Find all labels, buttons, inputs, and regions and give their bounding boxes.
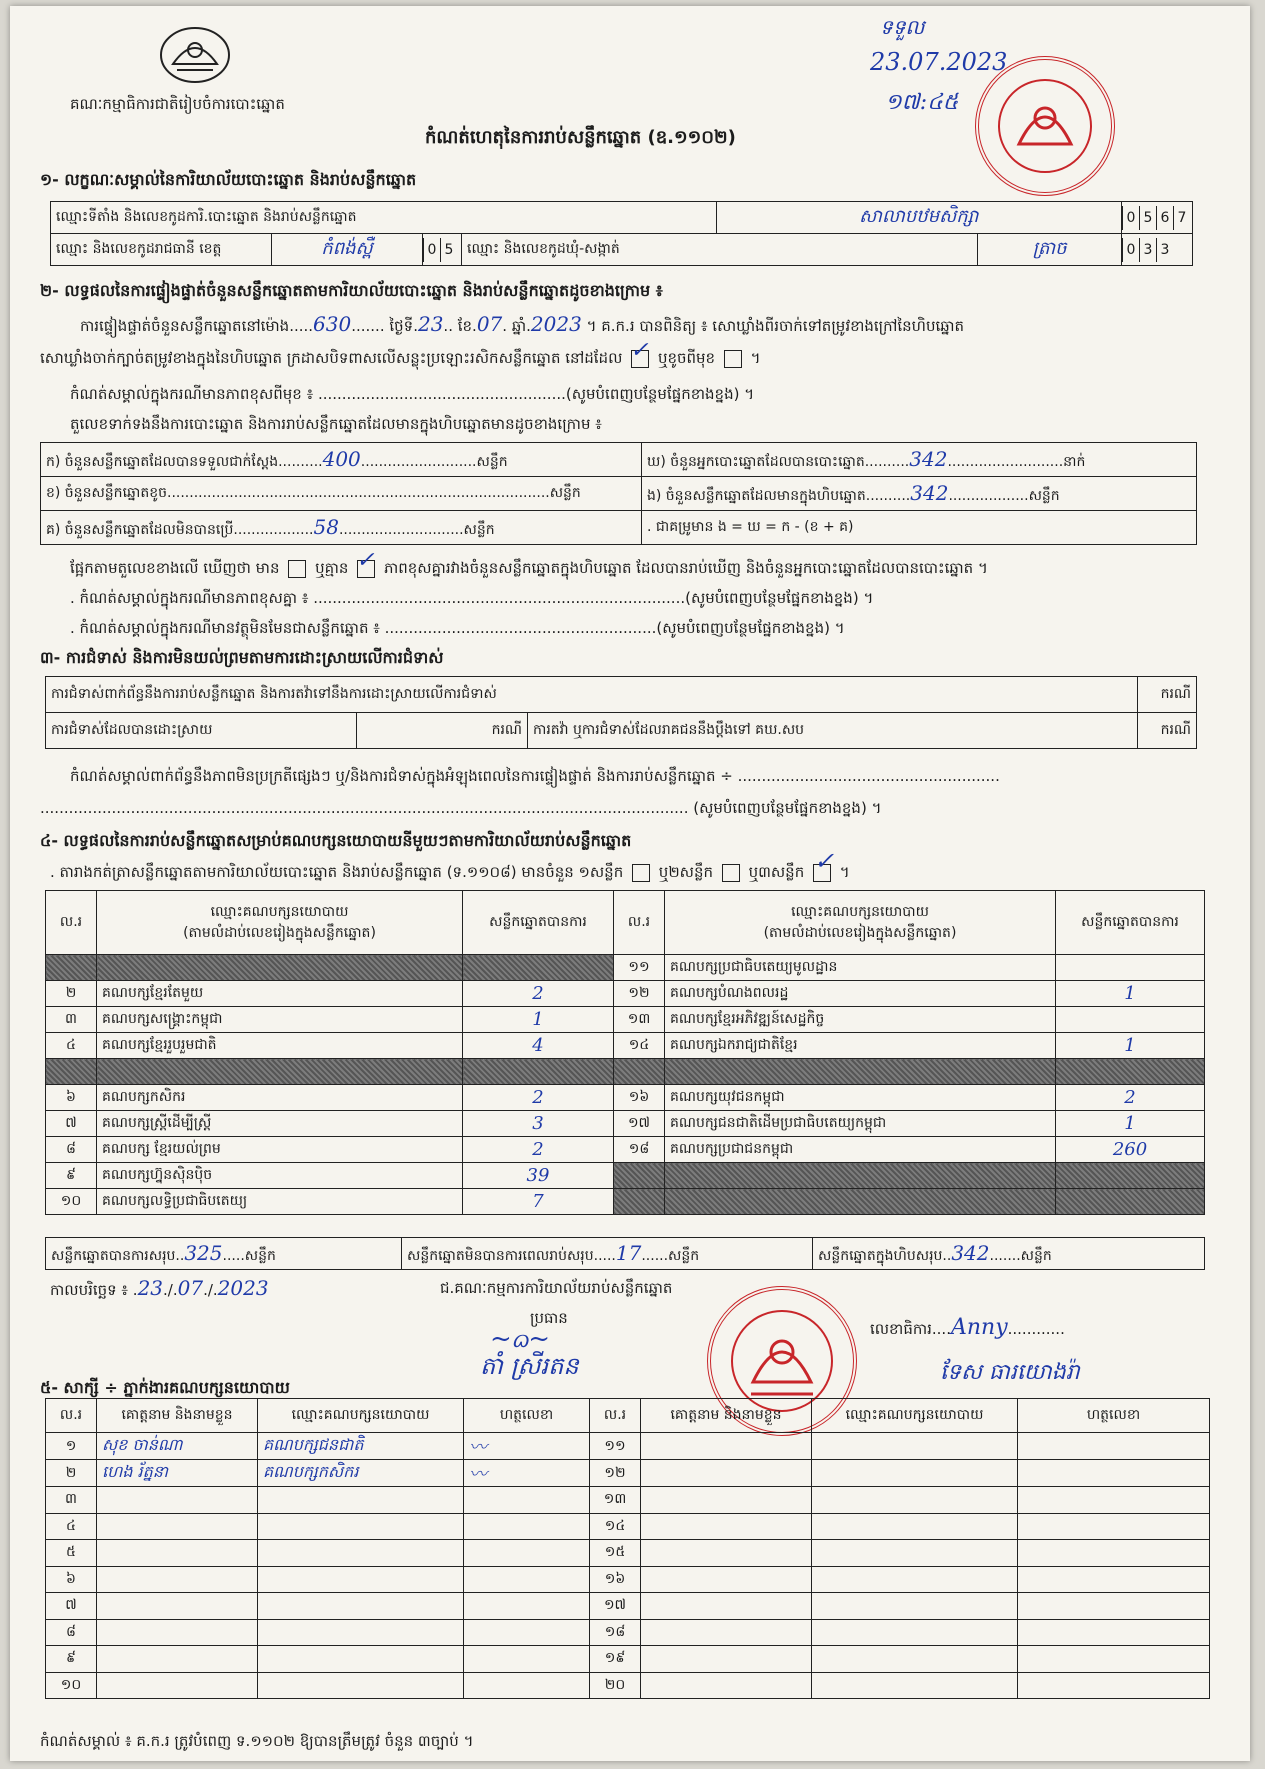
witness-name-left: ហេង រ័ត្ននា	[97, 1460, 258, 1487]
two-sheet-checkbox[interactable]	[722, 864, 740, 882]
difference-remark: . កំណត់សម្គាល់ក្នុងករណីមានភាពខុសគ្នា ៖ ..............................................................................(សូមបំពេញបន្ថែមផ្នែកខាងខ្នង) ។	[70, 589, 874, 607]
tally-sheets: . តារាងកត់ត្រាសន្លឹកឆ្នោតតាមការិយាល័យបោះឆ្នោត និងរាប់សន្លឹកឆ្នោត (ទ.១១០៨) មានចំនួន ១សន្លឹក ឬ២សន្លឹក ឬ៣សន្លឹក ✓ ។	[50, 846, 850, 881]
section3-heading: ៣- ការជំទាស់ និងការមិនយល់ព្រមតាមការដោះស្រាយលើការជំទាស់	[40, 648, 444, 667]
col-party-right: ឈ្មោះគណបក្សនយោបាយ (តាមលំដាប់លេខរៀងក្នុងសន្លឹកឆ្នោត)	[665, 891, 1056, 955]
party-no-left: ៤	[46, 1033, 97, 1059]
section2-heading: ២- លទ្ធផលនៃការផ្ទៀងផ្ទាត់ចំនួនសន្លឹកឆ្នោតតាមការិយាល័យបោះឆ្នោត និងរាប់សន្លឹកឆ្នោតដូចខាងក្រោម ៖	[40, 281, 663, 300]
table-row	[46, 981, 1205, 1007]
report-date-year: 2023	[217, 1276, 269, 1300]
witness-signature-left	[464, 1619, 590, 1646]
section1-heading: ១- លក្ខណៈសម្គាល់នៃការិយាល័យបោះឆ្នោត និងរាប់សន្លឹកឆ្នោត	[40, 170, 417, 189]
chair-label: ប្រធាន	[530, 1309, 568, 1327]
party-votes-left: 3	[463, 1111, 614, 1137]
irregularity-note: កំណត់សម្គាល់ពាក់ព័ន្ធនឹងភាពមិនប្រក្រតីផ្សេងៗ ឬ/និងការជំទាស់ក្នុងអំឡុងពេលនៃការផ្ទៀងផ្ទាត់ និងការរាប់សន្លឹកឆ្នោត ÷ .......................................................	[70, 767, 1000, 785]
section4-heading: ៤- លទ្ធផលនៃការរាប់សន្លឹកឆ្នោតសម្រាប់គណបក្សនយោបាយនីមួយៗតាមការិយាល័យរាប់សន្លឹកឆ្នោត	[40, 831, 632, 850]
witness-party-left	[258, 1566, 464, 1593]
figure-a-value: 400	[322, 446, 361, 471]
total-valid-value: 325	[184, 1240, 223, 1265]
party-name-right: គណបក្សជនជាតិដើមប្រជាធិបតេយ្យកម្ពុជា	[665, 1111, 1056, 1137]
witness-name-left	[97, 1672, 258, 1699]
witness-party-right	[812, 1460, 1018, 1487]
witness-no-left: ៧	[46, 1593, 97, 1620]
table-row	[46, 955, 1205, 981]
party-name-left: គណបក្សខ្មែរតែមួយ	[97, 981, 463, 1007]
figure-e: ង) ចំនួនសន្លឹកឆ្នោតដែលមានក្នុងហិបឆ្នោត..........342..................សន្លឹក	[642, 477, 1197, 511]
totals-table	[45, 1237, 1205, 1270]
party-no-right: ១៦	[614, 1085, 665, 1111]
table-row	[46, 1033, 1205, 1059]
witness-name-left	[97, 1566, 258, 1593]
commune-name: ត្រាច	[978, 234, 1122, 266]
party-no-left: ៣	[46, 1007, 97, 1033]
station-name: សាលាបឋមសិក្សា	[716, 202, 1121, 234]
witness-name-right	[641, 1487, 812, 1514]
witness-signature-left	[464, 1672, 590, 1699]
witness-signature-left	[464, 1646, 590, 1673]
party-name-right	[665, 1163, 1056, 1189]
witness-party-right	[812, 1513, 1018, 1540]
party-name-left: គណបក្សកសិករ	[97, 1085, 463, 1111]
table-row	[46, 1566, 1210, 1593]
witness-signature-right	[1018, 1460, 1210, 1487]
witness-signature-left: 〰	[464, 1460, 590, 1487]
witness-name-right	[641, 1540, 812, 1567]
total-box-value: 342	[951, 1240, 990, 1265]
witness-signature-right	[1018, 1433, 1210, 1460]
witness-no-left: ១	[46, 1433, 97, 1460]
wcol-sign-right: ហត្ថលេខា	[1018, 1399, 1210, 1433]
witness-party-right	[812, 1540, 1018, 1567]
witness-name-right	[641, 1672, 812, 1699]
table-row	[46, 1540, 1210, 1567]
col-no-left: ល.រ	[46, 891, 97, 955]
one-sheet-checkbox[interactable]	[632, 864, 650, 882]
party-no-left: ២	[46, 981, 97, 1007]
party-votes-right: 1	[1056, 981, 1205, 1007]
commune-code: 0 3 3	[1122, 234, 1193, 266]
witness-no-right: ១៧	[590, 1593, 641, 1620]
witness-party-left: គណបក្សជនជាតិ	[258, 1433, 464, 1460]
party-votes-left: 2	[463, 1137, 614, 1163]
party-no-right	[614, 1163, 665, 1189]
witness-party-left	[258, 1540, 464, 1567]
witness-party-right	[812, 1672, 1018, 1699]
col-votes-left: សន្លឹកឆ្នោតបានការ	[463, 891, 614, 955]
witness-signature-right	[1018, 1672, 1210, 1699]
commune-label: ឈ្មោះ និងលេខកូដឃុំ-សង្កាត់	[462, 234, 978, 266]
party-no-left: ៩	[46, 1163, 97, 1189]
report-date-day: 23	[137, 1276, 164, 1300]
party-votes-left: 2	[463, 1085, 614, 1111]
party-no-left	[46, 955, 97, 981]
witness-signature-left	[464, 1593, 590, 1620]
irregularity-note-cont: ........................................................................................................................................ (សូមបំពេញបន្ថែមផ្នែកខាងខ្នង) ។	[40, 799, 882, 817]
witness-name-left	[97, 1540, 258, 1567]
party-votes-right: 260	[1056, 1137, 1205, 1163]
province-name: កំពង់ស្ពឺ	[272, 234, 423, 266]
wcol-name-right: គោត្តនាម និងនាមខ្លួន	[641, 1399, 812, 1433]
table-row	[46, 1189, 1205, 1215]
figure-c: គ) ចំនួនសន្លឹកឆ្នោតដែលមិនបានប្រើ..................58............................សន្លឹក	[41, 511, 642, 545]
party-votes-right	[1056, 1059, 1205, 1085]
document-page	[10, 6, 1250, 1761]
witness-name-left	[97, 1646, 258, 1673]
party-votes-left: 39	[463, 1163, 614, 1189]
figure-a: ក) ចំនួនសន្លឹកឆ្នោតដែលបានទទួលជាក់ស្តែង..........400..........................សន្លឹក	[41, 443, 642, 477]
party-name-left: គណបក្សស្ត្រីដើម្បីស្ត្រី	[97, 1111, 463, 1137]
party-name-left	[97, 1059, 463, 1085]
party-votes-right	[1056, 1007, 1205, 1033]
party-name-right: គណបក្សប្រជាធិបតេយ្យមូលដ្ឋាន	[665, 955, 1056, 981]
party-votes-left: 2	[463, 981, 614, 1007]
witness-name-right	[641, 1593, 812, 1620]
table-row	[46, 1460, 1210, 1487]
witness-party-left	[258, 1513, 464, 1540]
witness-name-right	[641, 1513, 812, 1540]
witness-no-right: ១៣	[590, 1487, 641, 1514]
has-difference-checkbox[interactable]	[288, 560, 306, 578]
witness-party-right	[812, 1566, 1018, 1593]
party-votes-right: 1	[1056, 1111, 1205, 1137]
witness-signature-left	[464, 1487, 590, 1514]
witness-no-left: ៨	[46, 1619, 97, 1646]
table-row	[46, 1007, 1205, 1033]
objection-appealed-unit: ករណី	[1138, 713, 1197, 749]
party-no-left	[46, 1059, 97, 1085]
witness-no-right: ១២	[590, 1460, 641, 1487]
total-valid: សន្លឹកឆ្នោតបានការសរុប..325.....សន្លឹក	[46, 1238, 402, 1270]
section5-heading: ៥- សាក្សី ÷ ភ្នាក់ងារគណបក្សនយោបាយ	[40, 1378, 290, 1397]
party-votes-left: 7	[463, 1189, 614, 1215]
party-name-left	[97, 955, 463, 981]
witness-name-left	[97, 1513, 258, 1540]
party-no-right: ១៤	[614, 1033, 665, 1059]
secretary-label: លេខាធិការ....Anny............	[870, 1315, 1065, 1340]
party-votes-left	[463, 955, 614, 981]
witness-signature-right	[1018, 1619, 1210, 1646]
total-invalid: សន្លឹកឆ្នោតមិនបានការពេលរាប់សរុប.....17......សន្លឹក	[402, 1238, 813, 1270]
table-row	[46, 1487, 1210, 1514]
witness-no-left: ៩	[46, 1646, 97, 1673]
table-row	[46, 1513, 1210, 1540]
witness-name-left	[97, 1619, 258, 1646]
party-name-right	[665, 1189, 1056, 1215]
party-name-left: គណបក្សហ្វ៊ុនស៊ិនប៉ិច	[97, 1163, 463, 1189]
chair-name: តាំ ស្រីរតន	[480, 1352, 579, 1380]
station-code: 0 5 6 7	[1122, 202, 1193, 234]
witness-no-right: ១៩	[590, 1646, 641, 1673]
wcol-no-right: ល.រ	[590, 1399, 641, 1433]
witness-party-right	[812, 1646, 1018, 1673]
witness-no-left: ២	[46, 1460, 97, 1487]
witness-signature-right	[1018, 1646, 1210, 1673]
verification-time: 630	[313, 312, 352, 336]
no-difference-checkbox[interactable]: ✓	[357, 560, 375, 578]
party-name-right: គណបក្សបំណងពលរដ្ឋ	[665, 981, 1056, 1007]
party-votes-right: 1	[1056, 1033, 1205, 1059]
received-date: 23.07.2023	[870, 48, 1008, 76]
table-row	[46, 1163, 1205, 1189]
intact-checkbox[interactable]: ✓	[631, 350, 649, 368]
col-party-left: ឈ្មោះគណបក្សនយោបាយ (តាមលំដាប់លេខរៀងក្នុងសន្លឹកឆ្នោត)	[97, 891, 463, 955]
witness-signature-left	[464, 1540, 590, 1567]
witness-signature-right	[1018, 1566, 1210, 1593]
difference-note: កំណត់សម្គាល់ក្នុងករណីមានភាពខុសពីមុខ ៖ ....................................................(សូមបំពេញបន្ថែមផ្នែកខាងខ្នង) ។	[70, 385, 755, 403]
witness-no-right: ១៤	[590, 1513, 641, 1540]
table-row	[46, 1672, 1210, 1699]
witness-party-left	[258, 1646, 464, 1673]
org-name: គណៈកម្មាធិការជាតិរៀបចំការបោះឆ្នោត	[70, 95, 285, 113]
party-name-left: គណបក្សខ្មែររួបរួមជាតិ	[97, 1033, 463, 1059]
station-table	[50, 201, 1193, 266]
witness-name-left: សុខ ចាន់ណា	[97, 1433, 258, 1460]
figure-e-value: 342	[910, 480, 949, 505]
wcol-sign-left: ហត្ថលេខា	[464, 1399, 590, 1433]
party-no-right: ១៧	[614, 1111, 665, 1137]
chair-signature: ~ᦒ~	[490, 1324, 550, 1354]
party-name-left: គណបក្សសង្គ្រោះកម្ពុជា	[97, 1007, 463, 1033]
witness-party-right	[812, 1593, 1018, 1620]
witness-no-right: ១៥	[590, 1540, 641, 1567]
col-votes-right: សន្លឹកឆ្នោតបានការ	[1056, 891, 1205, 955]
party-name-left: គណបក្សលទ្ធិប្រជាធិបតេយ្យ	[97, 1189, 463, 1215]
party-votes-left	[463, 1059, 614, 1085]
secretary-name: ទែស ធារយោងរ៉ា	[940, 1360, 1080, 1385]
witness-party-right	[812, 1487, 1018, 1514]
witness-party-left	[258, 1672, 464, 1699]
witness-no-left: ៣	[46, 1487, 97, 1514]
table-row	[46, 1111, 1205, 1137]
witness-no-right: ២០	[590, 1672, 641, 1699]
objection-resolved: ការជំទាស់ដែលបានដោះស្រាយ	[46, 713, 357, 749]
party-no-left: ៨	[46, 1137, 97, 1163]
figure-b: ខ) ចំនួនសន្លឹកឆ្នោតខូច......................................................................................សន្លឹក	[41, 477, 642, 511]
total-box: សន្លឹកឆ្នោតក្នុងហិបសរុប..342.......សន្លឹក	[813, 1238, 1205, 1270]
party-no-left: ១០	[46, 1189, 97, 1215]
witness-no-right: ១១	[590, 1433, 641, 1460]
table-row	[46, 1059, 1205, 1085]
committee-label: ជ.គណៈកម្មការការិយាល័យរាប់សន្លឹកឆ្នោត	[440, 1279, 673, 1297]
witness-name-right	[641, 1433, 812, 1460]
received-note: ទទួល	[880, 15, 925, 39]
witness-party-left	[258, 1619, 464, 1646]
witness-party-left	[258, 1593, 464, 1620]
witness-signature-left: 〰	[464, 1433, 590, 1460]
verification-line-2: សោឃ្លាំងចាក់ក្បាច់តម្រូវខាងក្នុងនៃហិបឆ្នោត ក្រដាសបិទពាសលើសន្លុះប្រឡោះរសិកសន្លឹកឆ្នោត នៅដដែល ✓ ឬខូចពីមុខ ។	[40, 337, 761, 367]
party-no-left: ៧	[46, 1111, 97, 1137]
report-date: កាលបរិច្ឆេទ ៖ .23./.07./.2023	[50, 1276, 269, 1300]
witness-party-left	[258, 1487, 464, 1514]
witness-name-left	[97, 1593, 258, 1620]
formula: . ជាគម្រូមាន ង = ឃ = ក - (ខ + គ)	[642, 511, 1197, 545]
objection-total: ការជំទាស់ពាក់ព័ន្ធនឹងការរាប់សន្លឹកឆ្នោត និងការតវ៉ាទៅនឹងការដោះស្រាយលើការជំទាស់	[46, 677, 1138, 713]
witness-name-right	[641, 1566, 812, 1593]
objection-total-unit: ករណី	[1138, 677, 1197, 713]
figure-c-value: 58	[313, 514, 339, 539]
objection-table	[45, 676, 1197, 749]
party-name-right: គណបក្សយុវជនកម្ពុជា	[665, 1085, 1056, 1111]
witness-signature-right	[1018, 1540, 1210, 1567]
objection-appealed: ការតវ៉ា ឬការជំទាស់ដែលរាគជននឹងប្តឹងទៅ គឃ.សប	[528, 713, 1138, 749]
table-row	[46, 1646, 1210, 1673]
party-no-right: ១៨	[614, 1137, 665, 1163]
nec-emblem-icon	[155, 24, 235, 86]
figure-d-value: 342	[909, 446, 948, 471]
province-label: ឈ្មោះ និងលេខកូដរាជធានី ខេត្ត	[51, 234, 272, 266]
witness-name-right	[641, 1619, 812, 1646]
party-name-right: គណបក្សឯករាជ្យជាតិខ្មែរ	[665, 1033, 1056, 1059]
witness-signature-right	[1018, 1487, 1210, 1514]
damaged-checkbox[interactable]	[724, 350, 742, 368]
wcol-no-left: ល.រ	[46, 1399, 97, 1433]
station-label: ឈ្មោះទីតាំង និងលេខកូដការិ.បោះឆ្នោត និងរាប់សន្លឹកឆ្នោត	[51, 202, 717, 234]
party-name-right	[665, 1059, 1056, 1085]
party-votes-right	[1056, 1163, 1205, 1189]
party-votes-right	[1056, 955, 1205, 981]
witness-no-right: ១៦	[590, 1566, 641, 1593]
table-row	[46, 1137, 1205, 1163]
party-results-table	[45, 890, 1205, 1215]
party-no-right	[614, 1059, 665, 1085]
party-name-left: គណបក្ស ខ្មែរយល់ព្រម	[97, 1137, 463, 1163]
witness-no-right: ១៨	[590, 1619, 641, 1646]
party-votes-left: 4	[463, 1033, 614, 1059]
party-no-left: ៦	[46, 1085, 97, 1111]
province-code: 0 5	[423, 234, 462, 266]
wcol-name-left: គោត្តនាម និងនាមខ្លួន	[97, 1399, 258, 1433]
party-votes-left: 1	[463, 1007, 614, 1033]
witness-no-left: ៥	[46, 1540, 97, 1567]
objection-resolved-unit: ករណី	[357, 713, 528, 749]
col-no-right: ល.រ	[614, 891, 665, 955]
party-no-right: ១១	[614, 955, 665, 981]
party-name-right: គណបក្សប្រជាជនកម្ពុជា	[665, 1137, 1056, 1163]
wcol-party-left: ឈ្មោះគណបក្សនយោបាយ	[258, 1399, 464, 1433]
party-votes-right: 2	[1056, 1085, 1205, 1111]
party-no-right: ១២	[614, 981, 665, 1007]
party-no-right	[614, 1189, 665, 1215]
witness-signature-left	[464, 1513, 590, 1540]
verification-year: 2023	[530, 312, 582, 336]
official-stamp-top	[975, 56, 1115, 196]
witness-table	[45, 1398, 1210, 1699]
footer-note: កំណត់សម្គាល់ ៖ គ.ក.រ ត្រូវបំពេញ ទ.១១០២ ឱ្យបានត្រឹមត្រូវ ចំនួន ៣ច្បាប់ ។	[40, 1732, 474, 1750]
witness-name-right	[641, 1646, 812, 1673]
witness-no-left: ១០	[46, 1672, 97, 1699]
non-ballot-remark: . កំណត់សម្គាល់ក្នុងករណីមានវត្ថុមិនមែនជាសន្លឹកឆ្នោត ៖ .........................................................(សូមបំពេញបន្ថែមផ្នែកខាងខ្នង) ។	[70, 619, 845, 637]
witness-signature-right	[1018, 1593, 1210, 1620]
table-row	[46, 1593, 1210, 1620]
witness-party-right	[812, 1433, 1018, 1460]
witness-signature-right	[1018, 1513, 1210, 1540]
witness-name-left	[97, 1487, 258, 1514]
verification-day: 23	[417, 312, 444, 336]
table-row	[46, 1085, 1205, 1111]
witness-signature-left	[464, 1566, 590, 1593]
figure-d: ឃ) ចំនួនអ្នកបោះឆ្នោតដែលបានបោះឆ្នោត..........342..........................នាក់	[642, 443, 1197, 477]
witness-no-left: ៤	[46, 1513, 97, 1540]
verification-month: 07	[476, 312, 503, 336]
received-time: ១៧:៤៥	[885, 90, 959, 115]
total-invalid-value: 17	[615, 1240, 642, 1265]
report-date-month: 07	[177, 1276, 204, 1300]
party-votes-right	[1056, 1189, 1205, 1215]
table-row	[46, 1619, 1210, 1646]
party-name-right: គណបក្សខ្មែរអភិវឌ្ឍន៍សេដ្ឋកិច្ច	[665, 1007, 1056, 1033]
wcol-party-right: ឈ្មោះគណបក្សនយោបាយ	[812, 1399, 1018, 1433]
witness-name-right	[641, 1460, 812, 1487]
witness-party-left: គណបក្សកសិករ	[258, 1460, 464, 1487]
witness-party-right	[812, 1619, 1018, 1646]
figures-table	[40, 442, 1197, 545]
verification-line-1: ការផ្ទៀងផ្ទាត់ចំនួនសន្លឹកឆ្នោតនៅម៉ោង.....630....... ថ្ងៃទី.23.. ខែ.07. ឆ្នាំ.2023 ។ គ.ក.រ បានពិនិត្យ ៖ សោឃ្លាំងពីរចាក់ទៅតម្រូវខាងក្រៅនៃហិបឆ្នោត	[80, 312, 965, 336]
witness-no-left: ៦	[46, 1566, 97, 1593]
figures-intro: តួលេខទាក់ទងនឹងការបោះឆ្នោត និងការរាប់សន្លឹកឆ្នោតដែលមានក្នុងហិបឆ្នោតមានដូចខាងក្រោម ៖	[70, 415, 602, 433]
party-no-right: ១៣	[614, 1007, 665, 1033]
form-title: កំណត់ហេតុនៃការរាប់សន្លឹកឆ្នោត (ឧ.១១០២)	[425, 127, 736, 148]
table-row	[46, 1433, 1210, 1460]
three-sheet-checkbox[interactable]: ✓	[813, 864, 831, 882]
discrepancy-check: ផ្អែកតាមតួលេខខាងលើ ឃើញថា មាន ឬគ្មាន ✓ ភាពខុសគ្នារវាងចំនួនសន្លឹកឆ្នោតក្នុងហិបឆ្នោត ដែលបានរាប់ឃើញ និងចំនួនអ្នកបោះឆ្នោតដែលបានបោះឆ្នោត ។	[70, 547, 988, 577]
